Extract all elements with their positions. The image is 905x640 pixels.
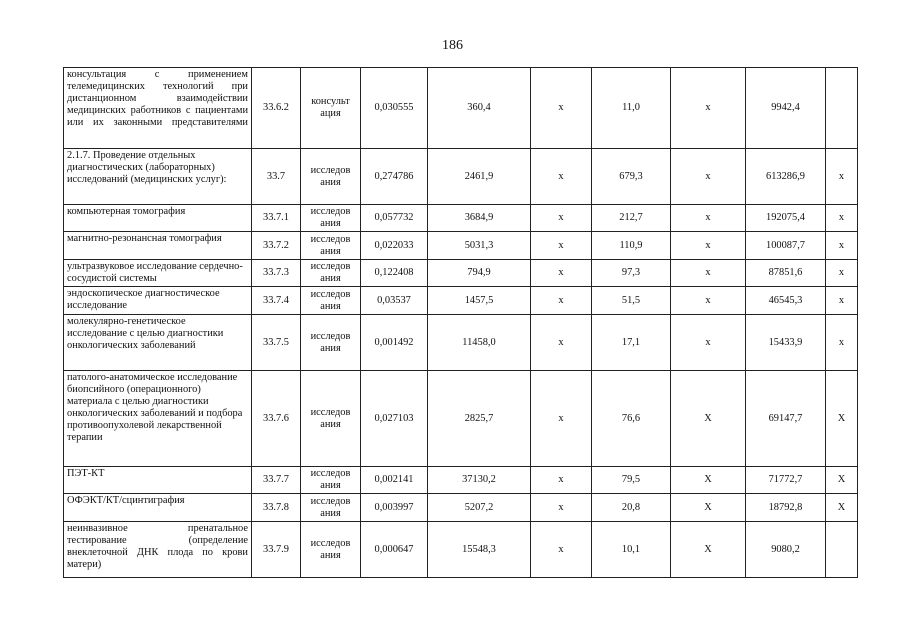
row-name: неинвазивное пренатальное тестирование (определение внеклеточной ДНК плода по крови матери) bbox=[64, 522, 252, 578]
table-row bbox=[64, 287, 858, 315]
row-code: 33.7.2 bbox=[252, 232, 301, 260]
row-name: компьютерная томография bbox=[64, 205, 252, 232]
row-col10 bbox=[826, 522, 858, 578]
row-amount: 76,6 bbox=[592, 371, 671, 467]
row-code: 33.7 bbox=[252, 149, 301, 205]
row-norm: 0,003997 bbox=[361, 494, 428, 522]
row-col6: х bbox=[531, 232, 592, 260]
row-norm: 0,122408 bbox=[361, 260, 428, 287]
row-cost: 360,4 bbox=[428, 68, 531, 149]
row-cost: 2825,7 bbox=[428, 371, 531, 467]
table-row bbox=[64, 494, 858, 522]
row-unit: исследов ания bbox=[301, 494, 361, 522]
row-col6: х bbox=[531, 205, 592, 232]
row-norm: 0,057732 bbox=[361, 205, 428, 232]
row-name: ОФЭКТ/КТ/сцинтиграфия bbox=[64, 494, 252, 522]
page-number: 186 bbox=[442, 38, 463, 53]
row-name: ультразвуковое исследование сердечно-сосудистой системы bbox=[64, 260, 252, 287]
row-total: 9080,2 bbox=[746, 522, 826, 578]
row-code: 33.7.5 bbox=[252, 315, 301, 371]
table-row bbox=[64, 260, 858, 287]
row-cost: 11458,0 bbox=[428, 315, 531, 371]
row-code: 33.7.8 bbox=[252, 494, 301, 522]
row-code: 33.7.6 bbox=[252, 371, 301, 467]
row-col8: х bbox=[671, 315, 746, 371]
row-col8: х bbox=[671, 205, 746, 232]
row-col8: х bbox=[671, 232, 746, 260]
table-row bbox=[64, 232, 858, 260]
row-col10: х bbox=[826, 260, 858, 287]
table-row bbox=[64, 467, 858, 494]
tariff-table bbox=[63, 67, 858, 578]
row-total: 69147,7 bbox=[746, 371, 826, 467]
row-col10: Х bbox=[826, 494, 858, 522]
table-row bbox=[64, 522, 858, 578]
row-amount: 79,5 bbox=[592, 467, 671, 494]
row-cost: 5031,3 bbox=[428, 232, 531, 260]
row-col8: х bbox=[671, 287, 746, 315]
row-unit: консульт ация bbox=[301, 68, 361, 149]
row-name: молекулярно-генетическое исследование с целью диагностики онкологических заболеваний bbox=[64, 315, 252, 371]
row-cost: 1457,5 bbox=[428, 287, 531, 315]
row-name: консультация с применением телемедицинских технологий при дистанционном взаимодействии медицинских работников с пациентами или их законными представителями bbox=[64, 68, 252, 149]
table-row bbox=[64, 371, 858, 467]
row-total: 100087,7 bbox=[746, 232, 826, 260]
row-cost: 2461,9 bbox=[428, 149, 531, 205]
row-amount: 679,3 bbox=[592, 149, 671, 205]
row-amount: 51,5 bbox=[592, 287, 671, 315]
row-col10: х bbox=[826, 315, 858, 371]
row-norm: 0,001492 bbox=[361, 315, 428, 371]
row-total: 9942,4 bbox=[746, 68, 826, 149]
row-code: 33.7.3 bbox=[252, 260, 301, 287]
row-cost: 794,9 bbox=[428, 260, 531, 287]
row-cost: 5207,2 bbox=[428, 494, 531, 522]
row-unit: исследов ания bbox=[301, 232, 361, 260]
table-row bbox=[64, 68, 858, 149]
row-name: эндоскопическое диагностическое исследование bbox=[64, 287, 252, 315]
row-total: 18792,8 bbox=[746, 494, 826, 522]
row-unit: исследов ания bbox=[301, 149, 361, 205]
row-amount: 97,3 bbox=[592, 260, 671, 287]
row-unit: исследов ания bbox=[301, 467, 361, 494]
row-norm: 0,274786 bbox=[361, 149, 428, 205]
row-col6: х bbox=[531, 494, 592, 522]
row-norm: 0,027103 bbox=[361, 371, 428, 467]
row-col6: х bbox=[531, 287, 592, 315]
table-row bbox=[64, 149, 858, 205]
row-col10: х bbox=[826, 232, 858, 260]
row-norm: 0,000647 bbox=[361, 522, 428, 578]
row-amount: 110,9 bbox=[592, 232, 671, 260]
row-col6: х bbox=[531, 315, 592, 371]
row-col8: Х bbox=[671, 467, 746, 494]
row-total: 87851,6 bbox=[746, 260, 826, 287]
row-col10: х bbox=[826, 205, 858, 232]
row-amount: 11,0 bbox=[592, 68, 671, 149]
row-col10 bbox=[826, 68, 858, 149]
row-norm: 0,030555 bbox=[361, 68, 428, 149]
row-col6: х bbox=[531, 371, 592, 467]
row-total: 46545,3 bbox=[746, 287, 826, 315]
row-unit: исследов ания bbox=[301, 260, 361, 287]
row-amount: 17,1 bbox=[592, 315, 671, 371]
row-norm: 0,03537 bbox=[361, 287, 428, 315]
row-amount: 212,7 bbox=[592, 205, 671, 232]
row-col8: х bbox=[671, 149, 746, 205]
row-code: 33.7.7 bbox=[252, 467, 301, 494]
row-code: 33.7.9 bbox=[252, 522, 301, 578]
row-col10: х bbox=[826, 149, 858, 205]
row-cost: 15548,3 bbox=[428, 522, 531, 578]
row-unit: исследов ания bbox=[301, 287, 361, 315]
row-norm: 0,022033 bbox=[361, 232, 428, 260]
row-code: 33.7.4 bbox=[252, 287, 301, 315]
row-total: 613286,9 bbox=[746, 149, 826, 205]
row-name: патолого-анатомическое исследование биопсийного (операционного) материала с целью диагностики онкологических заболеваний и подбора противоопухолевой лекарственной терапии bbox=[64, 371, 252, 467]
row-total: 71772,7 bbox=[746, 467, 826, 494]
row-col10: Х bbox=[826, 371, 858, 467]
row-total: 15433,9 bbox=[746, 315, 826, 371]
row-col6: х bbox=[531, 68, 592, 149]
row-name: магнитно-резонансная томография bbox=[64, 232, 252, 260]
row-code: 33.7.1 bbox=[252, 205, 301, 232]
row-code: 33.6.2 bbox=[252, 68, 301, 149]
row-col8: Х bbox=[671, 371, 746, 467]
row-unit: исследов ания bbox=[301, 205, 361, 232]
row-unit: исследов ания bbox=[301, 315, 361, 371]
row-norm: 0,002141 bbox=[361, 467, 428, 494]
row-col6: х bbox=[531, 467, 592, 494]
table-row bbox=[64, 315, 858, 371]
row-col8: Х bbox=[671, 494, 746, 522]
row-col10: Х bbox=[826, 467, 858, 494]
row-col6: х bbox=[531, 260, 592, 287]
row-col8: х bbox=[671, 260, 746, 287]
table-row bbox=[64, 205, 858, 232]
row-total: 192075,4 bbox=[746, 205, 826, 232]
row-col8: х bbox=[671, 68, 746, 149]
row-amount: 20,8 bbox=[592, 494, 671, 522]
row-col8: Х bbox=[671, 522, 746, 578]
row-cost: 3684,9 bbox=[428, 205, 531, 232]
row-unit: исследов ания bbox=[301, 522, 361, 578]
row-name: 2.1.7. Проведение отдельных диагностических (лабораторных) исследований (медицинских услуг): bbox=[64, 149, 252, 205]
row-amount: 10,1 bbox=[592, 522, 671, 578]
row-cost: 37130,2 bbox=[428, 467, 531, 494]
row-name: ПЭТ-КТ bbox=[64, 467, 252, 494]
row-unit: исследов ания bbox=[301, 371, 361, 467]
row-col6: х bbox=[531, 149, 592, 205]
row-col6: х bbox=[531, 522, 592, 578]
row-col10: х bbox=[826, 287, 858, 315]
